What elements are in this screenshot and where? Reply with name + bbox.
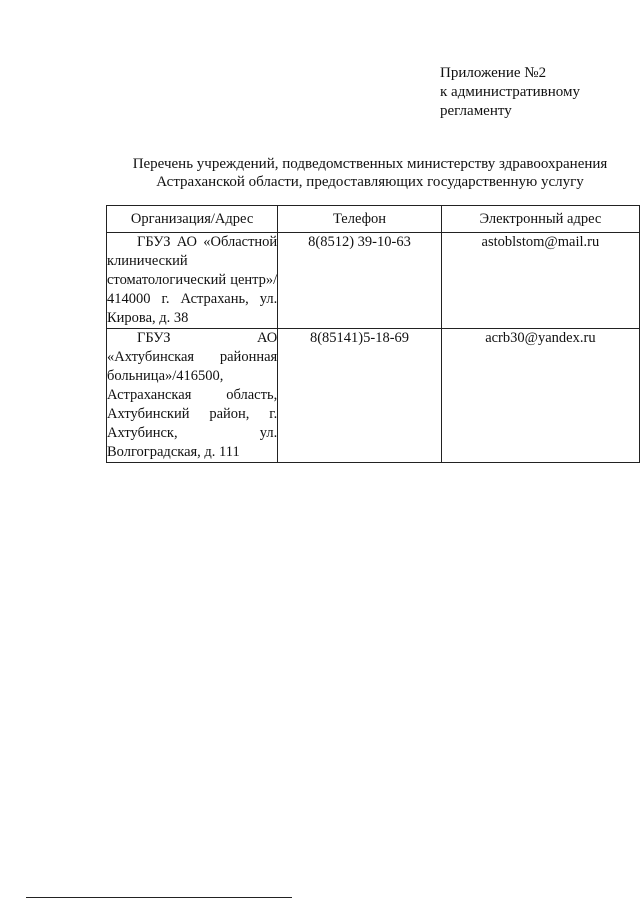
email-cell: acrb30@yandex.ru xyxy=(441,329,639,463)
header-phone: Телефон xyxy=(278,206,442,233)
phone-cell: 8(8512) 39-10-63 xyxy=(278,233,442,329)
appendix-note xyxy=(440,64,580,121)
table-row xyxy=(107,233,640,329)
document-title xyxy=(100,155,640,191)
appendix-line-3: регламенту xyxy=(440,103,512,119)
organization-address: ГБУЗ АО «Областной клинический стоматологический центр»/ 414000 г. Астрахань, ул. Кирова, д. 38 xyxy=(107,234,278,326)
appendix-line-2: к административному xyxy=(440,84,580,100)
institutions-table xyxy=(106,205,640,463)
header-email: Электронный адрес xyxy=(441,206,639,233)
organization-cell xyxy=(107,329,278,463)
header-organization: Организация/Адрес xyxy=(107,206,278,233)
title-line-1: Перечень учреждений, подведомственных министерству здравоохранения xyxy=(132,156,608,172)
email-cell: astoblstom@mail.ru xyxy=(441,233,639,329)
organization-cell xyxy=(107,233,278,329)
appendix-line-1: Приложение №2 xyxy=(440,65,547,81)
phone-cell: 8(85141)5-18-69 xyxy=(278,329,442,463)
table-header-row xyxy=(107,206,640,233)
footer-divider xyxy=(26,897,292,898)
organization-address: ГБУЗ АО «Ахтубинская районная больница»/416500, Астраханская область, Ахтубинский район, г. Ахтубинск, ул. Волгоградская, д. 111 xyxy=(107,330,278,460)
table-row xyxy=(107,329,640,463)
title-line-2: Астраханской области, предоставляющих государственную услугу xyxy=(156,174,584,190)
